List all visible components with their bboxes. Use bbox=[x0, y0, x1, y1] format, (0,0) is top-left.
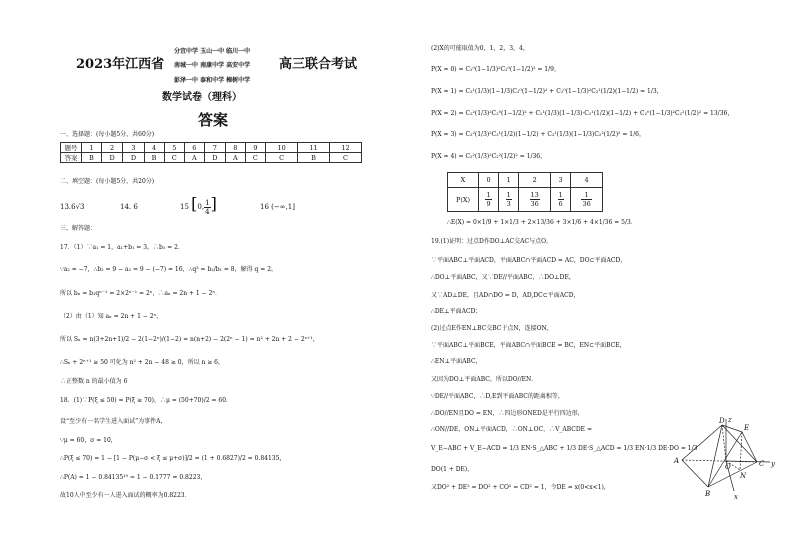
q18-2-intro: (2)X的可能取值为0，1，2，3，4， bbox=[431, 45, 529, 52]
right-bracket-glyph: ] bbox=[210, 194, 217, 213]
q19-line13: V_E−ABC + V_E−ACD = 1/3 EN·S_△ABC + 1/3 DE·S_△ACD = 1/3 EN·1/3 DE·DO = 1/3 bbox=[431, 445, 698, 452]
frac-numerator: 1 bbox=[205, 198, 210, 207]
q19-line5: ∴DE⊥平面ACD； bbox=[431, 308, 482, 315]
vertex-label-n: N bbox=[740, 472, 747, 480]
fill-q13-num: 13. bbox=[60, 203, 72, 211]
q18-line4: ∴P(ξ ≤ 70) = 1 − [1 − P(μ−σ < ξ ≤ μ+σ)]/2 = (1 + 0.6827)/2 = 0.84135， bbox=[60, 455, 286, 462]
dist-p-cell bbox=[571, 188, 603, 212]
answer-cell: D bbox=[204, 153, 225, 163]
q18-line2: 设“至少有一名学生进入面试”为事件A， bbox=[60, 418, 167, 425]
qnum-cell: 11 bbox=[298, 143, 330, 153]
prob-x2: P(X = 2) = C₂²(1/3)²C₂⁰(1−1/2)² + C₂¹(1/3)(1−1/3)·C₂¹(1/2)(1−1/2) + C₂⁰(1−1/3)²C₂²(1/2)² = 13/36， bbox=[431, 110, 734, 117]
answer-cell: A bbox=[185, 153, 205, 163]
section2-heading: 二、填空题：(每小题5分，共20分) bbox=[60, 178, 155, 185]
qnum-cell: 8 bbox=[226, 143, 246, 153]
fill-q16-num: 16 bbox=[260, 203, 269, 211]
vertex-label-a: A bbox=[674, 457, 680, 465]
dist-x-cell: 3 bbox=[551, 173, 571, 188]
answer-cell: D bbox=[123, 153, 144, 163]
q19-line1: 19.(1)证明：过点D作DO⊥AC交AC与点O， bbox=[431, 238, 552, 245]
answer-table-answer-row bbox=[61, 153, 362, 163]
row-label-answer: 答案 bbox=[61, 153, 82, 163]
edge-ab bbox=[682, 460, 708, 487]
solid-geometry-figure bbox=[670, 415, 784, 500]
edge-en bbox=[740, 432, 742, 470]
q17-line7: ∴正整数 n 的最小值为 6 bbox=[60, 378, 128, 385]
dist-p-cell bbox=[499, 188, 519, 212]
axis-label-x: x bbox=[734, 493, 738, 500]
frac-denominator: 3 bbox=[506, 200, 511, 208]
q17-line5: 所以 Sₙ = n(3+2n+1)/2 − 2(1−2ⁿ)/(1−2) = n(n+2) − 2(2ⁿ − 1) = n² + 2n + 2 − 2ⁿ⁺¹， bbox=[60, 336, 319, 343]
expectation-line: ∴E(X) = 0×1/9 + 1×1/3 + 2×13/36 + 3×1/6 + 4×1/36 = 5/3． bbox=[447, 219, 637, 226]
q19-line6: (2)过点E作EN⊥BC交BC于点N，连接ON， bbox=[431, 325, 553, 332]
exam-year-province: 2023年江西省 bbox=[76, 57, 165, 72]
school-list-row3: 彭泽一中 泰和中学 樟树中学 bbox=[174, 77, 251, 84]
answer-cell: C bbox=[164, 153, 185, 163]
dist-x-label: X bbox=[448, 173, 479, 188]
fill-q15-answer-a: 0, bbox=[197, 203, 205, 211]
left-bracket-glyph: [ bbox=[191, 194, 198, 213]
answer-cell: B bbox=[82, 153, 102, 163]
fill-q13 bbox=[60, 203, 85, 212]
q17-line3: 所以 bₙ = b₁qⁿ⁻¹ = 2×2ⁿ⁻¹ = 2ⁿ，∴aₙ = 2n + 1 − 2ⁿ． bbox=[60, 290, 221, 297]
fill-q13-answer: 6√3 bbox=[71, 203, 85, 211]
q17-line2: ∵a₂ = −7，∴b₂ = 9 − a₂ = 9 − (−7) = 16，∴q³ = b₂/b₁ = 8，解得 q = 2， bbox=[60, 266, 278, 273]
q19-line2: ∵平面ABC⊥平面ACD，平面ABC∩平面ACD = AC，DO⊂平面ACD， bbox=[431, 257, 627, 264]
qnum-cell: 4 bbox=[144, 143, 164, 153]
q19-line12: ∴ON//DE，ON⊥平面ACD，∴ON⊥OC，∴V_ABCDE = bbox=[431, 426, 592, 433]
dist-x-cell: 4 bbox=[571, 173, 603, 188]
frac-denominator: 9 bbox=[486, 200, 491, 208]
edge-eb bbox=[708, 432, 742, 487]
frac-numerator: 1 bbox=[486, 191, 491, 199]
qnum-cell: 12 bbox=[330, 143, 362, 153]
vertex-label-b: B bbox=[705, 490, 711, 498]
q18-line3: ∵μ = 60，σ = 10， bbox=[60, 437, 117, 444]
answer-cell: B bbox=[298, 153, 330, 163]
dist-x-row bbox=[448, 173, 603, 188]
q17-line1: 17．（1）∵a₁ = 1，a₁+b₁ = 3，∴b₁ = 2． bbox=[60, 244, 184, 251]
q17-line6: ∴Sₙ + 2ⁿ⁺¹ ≥ 50 可化为 n² + 2n − 48 ≥ 0，所以 n ≥ 6， bbox=[60, 359, 225, 366]
q19-line15: 又DO² + DE² = DO² + CO² = CD² = 1，令DE = x(0<x<1)， bbox=[431, 484, 610, 491]
q19-line10: ∵DE//平面ABC，∴D,E到平面ABC的距离相等， bbox=[431, 393, 564, 400]
dist-x-cell: 0 bbox=[479, 173, 499, 188]
dist-p-cell bbox=[551, 188, 571, 212]
dist-x-cell: 1 bbox=[499, 173, 519, 188]
prob-x1: P(X = 1) = C₂¹(1/3)(1−1/3)C₂⁰(1−1/2)² + C₂⁰(1−1/3)²C₂¹(1/2)(1−1/2) = 1/3， bbox=[431, 88, 663, 95]
qnum-cell: 3 bbox=[123, 143, 144, 153]
answer-cell: A bbox=[226, 153, 246, 163]
answer-title: 答案 bbox=[198, 111, 229, 129]
frac-numerator: 1 bbox=[581, 191, 591, 200]
qnum-cell: 5 bbox=[164, 143, 185, 153]
exam-name: 高三联合考试 bbox=[279, 57, 358, 72]
q19-line7: ∵平面ABC⊥平面BCE，平面ABC∩平面BCE = BC，EN⊂平面BCE， bbox=[431, 342, 626, 349]
frac-denominator: 4 bbox=[205, 207, 210, 216]
fill-q14-num: 14. bbox=[120, 203, 132, 211]
fill-q15-num: 15 bbox=[180, 203, 189, 211]
dist-p-row bbox=[448, 188, 603, 212]
fill-q15 bbox=[180, 196, 217, 216]
answer-cell: D bbox=[101, 153, 122, 163]
edge-do bbox=[722, 425, 726, 461]
vertex-label-e: E bbox=[744, 424, 750, 432]
dist-p-cell bbox=[479, 188, 499, 212]
section1-heading: 一、选择题：(每小题5分，共60分) bbox=[60, 131, 155, 138]
qnum-cell: 7 bbox=[204, 143, 225, 153]
answer-cell: C bbox=[266, 153, 298, 163]
q17-line4: （2）由（1）知 aₙ = 2n + 1 − 2ⁿ， bbox=[60, 313, 163, 320]
qnum-cell: 10 bbox=[266, 143, 298, 153]
paper-title: 数学试卷（理科） bbox=[162, 92, 242, 103]
fill-q14 bbox=[120, 203, 138, 212]
answer-cell: C bbox=[330, 153, 362, 163]
dist-x-cell: 2 bbox=[519, 173, 551, 188]
q19-line14: DO(1 + DE)， bbox=[431, 466, 474, 473]
frac-denominator: 36 bbox=[582, 200, 591, 208]
dist-p-cell bbox=[519, 188, 551, 212]
answer-cell: C bbox=[245, 153, 266, 163]
frac-denominator: 36 bbox=[530, 200, 539, 208]
q19-line3: ∴DO⊥平面ABC，又∵DE//平面ABC，∴DO⊥DE， bbox=[431, 274, 575, 281]
row-label-number: 题号 bbox=[61, 143, 82, 153]
school-list-row1: 分宜中学 玉山一中 临川一中 bbox=[174, 48, 251, 55]
answer-table-number-row bbox=[61, 143, 362, 153]
answer-table bbox=[60, 142, 362, 163]
axis-label-z: z bbox=[728, 416, 732, 424]
edge-db bbox=[708, 425, 722, 487]
fill-q16-answer: (−∞,1] bbox=[271, 203, 295, 211]
vertex-label-c: C bbox=[759, 460, 765, 468]
frac-numerator: 1 bbox=[558, 191, 563, 199]
prob-x4: P(X = 4) = C₂²(1/3)²C₂²(1/2)² = 1/36， bbox=[431, 153, 547, 160]
fill-q16 bbox=[260, 203, 295, 212]
q18-line5: ∴P(A) = 1 − 0.84135¹⁰ ≈ 1 − 0.1777 = 0.8223， bbox=[60, 474, 207, 481]
vertex-label-o: O bbox=[725, 463, 731, 471]
q19-line8: ∴EN⊥平面ABC， bbox=[431, 358, 482, 365]
section3-heading: 三、解答题： bbox=[60, 225, 97, 232]
axis-label-y: y bbox=[771, 460, 775, 468]
edge-ad bbox=[682, 425, 722, 460]
fill-q14-answer: 6 bbox=[133, 203, 138, 211]
edge-ec bbox=[742, 432, 757, 462]
q19-line11: ∴DO//EN且DO = EN，∴四边形ONED是平行四边形， bbox=[431, 410, 584, 417]
prob-x0: P(X = 0) = C₂⁰(1−1/3)²C₂⁰(1−1/2)² = 1/9， bbox=[431, 66, 560, 73]
answer-cell: B bbox=[144, 153, 164, 163]
qnum-cell: 2 bbox=[101, 143, 122, 153]
q18-line1: 18．(1)∵P(ξ ≤ 50) = P(ξ ≥ 70)，∴μ = (50+70)/2 = 60． bbox=[60, 397, 233, 404]
school-list-row2: 南城一中 南康中学 高安中学 bbox=[174, 62, 251, 69]
qnum-cell: 6 bbox=[185, 143, 205, 153]
frac-numerator: 13 bbox=[530, 191, 539, 199]
vertex-label-d: D bbox=[719, 417, 725, 425]
q19-line9: 又因为DO⊥平面ABC，所以DO//EN． bbox=[431, 376, 538, 383]
qnum-cell: 1 bbox=[82, 143, 102, 153]
frac-numerator: 1 bbox=[506, 191, 511, 199]
q18-line6: 故10人中至少有一人进入面试的概率为0.8223． bbox=[60, 492, 191, 499]
prob-x3: P(X = 3) = C₂²(1/3)²C₂¹(1/2)(1−1/2) + C₂¹(1/3)(1−1/3)C₂²(1/2)² = 1/6， bbox=[431, 131, 645, 138]
q19-line4: 又∵AD⊥DE，且AD∩DO = D，AD,DC⊂平面ACD， bbox=[431, 292, 580, 299]
qnum-cell: 9 bbox=[245, 143, 266, 153]
frac-denominator: 6 bbox=[558, 200, 563, 208]
dist-p-label: P(X) bbox=[448, 188, 479, 212]
distribution-table bbox=[447, 172, 603, 212]
